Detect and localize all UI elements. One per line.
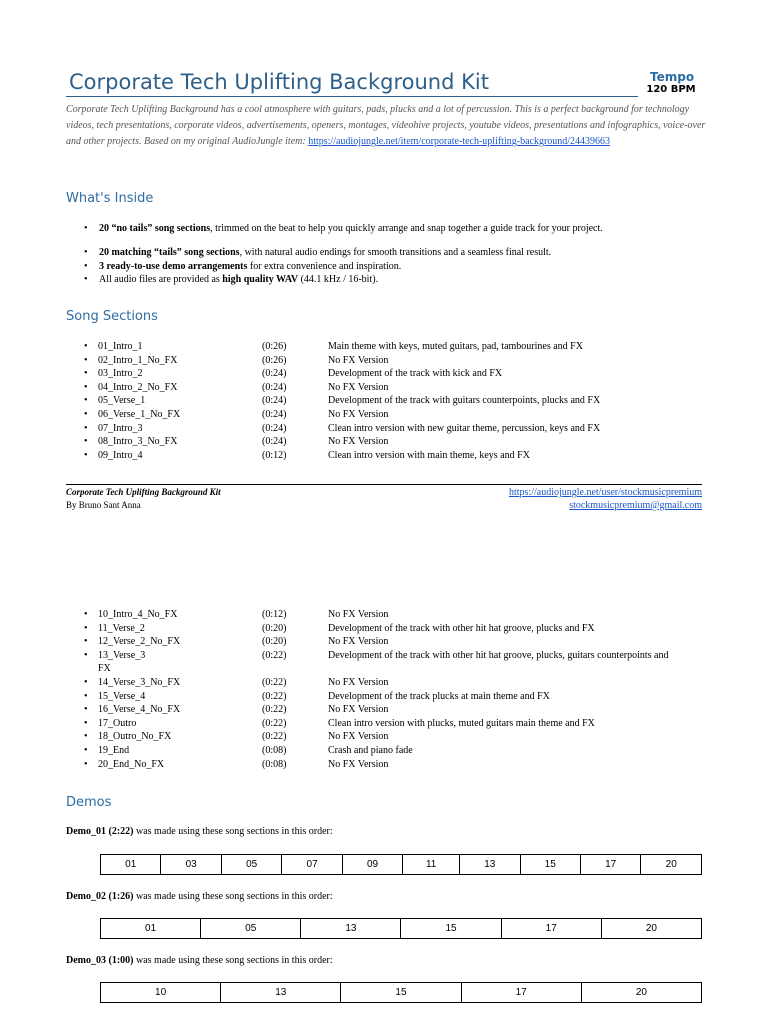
section-name: 17_Outro	[98, 717, 137, 729]
bullet-icon: •	[84, 354, 88, 366]
demo-sequence-table	[100, 982, 702, 1003]
bullet-icon: •	[84, 341, 88, 352]
item-link[interactable]: https://audiojungle.net/item/corporate-tech-uplifting-background/24439663	[308, 136, 611, 147]
sequence-cell: 15	[341, 983, 461, 1003]
section-description: Clean intro version with main theme, keys and FX	[328, 449, 530, 461]
song-sections-list-page1	[84, 341, 714, 466]
section-name: 02_Intro_1_No_FX	[98, 354, 178, 366]
section-name: 07_Intro_3	[98, 422, 143, 434]
section-duration: (0:22)	[262, 717, 287, 729]
demo-text: was made using these song sections in this order:	[133, 955, 333, 966]
footer-author: By Bruno Sant Anna	[66, 500, 141, 510]
bullet-icon: •	[84, 422, 88, 434]
bullet-icon: •	[84, 690, 88, 702]
sequence-cell: 01	[101, 855, 161, 875]
bullet-icon: •	[84, 436, 88, 448]
whats-inside-list	[84, 223, 714, 293]
section-name: 10_Intro_4_No_FX	[98, 609, 178, 620]
demo-description	[66, 891, 333, 902]
section-name: 20_End_No_FX	[98, 758, 165, 770]
section-name: 01_Intro_1	[98, 341, 143, 352]
section-duration: (0:24)	[262, 381, 287, 393]
section-duration: (0:22)	[262, 731, 287, 743]
section-description: No FX Version	[328, 704, 389, 716]
sequence-cell: 05	[221, 855, 281, 875]
bullet-icon: •	[84, 677, 88, 688]
section-duration: (0:24)	[262, 409, 287, 420]
section-description: Development of the track with guitars counterpoints, plucks and FX	[328, 395, 601, 407]
demo-label: Demo_03 (1:00)	[66, 955, 134, 966]
bullet-icon: •	[84, 409, 88, 420]
section-name: 13_Verse_3	[98, 649, 146, 661]
list-item-text	[99, 247, 551, 258]
section-description: No FX Version	[328, 636, 389, 648]
title-underline	[66, 96, 638, 97]
bullet-icon: •	[84, 223, 88, 234]
section-duration: (0:08)	[262, 758, 287, 770]
bullet-icon: •	[84, 395, 88, 407]
bullet-icon: •	[84, 704, 88, 716]
bullet-icon: •	[84, 449, 88, 461]
list-item-rest: (44.1 kHz / 16-bit).	[298, 274, 379, 285]
footer-email-link[interactable]: stockmusicpremium@gmail.com	[569, 500, 702, 511]
section-duration: (0:24)	[262, 368, 287, 380]
list-item-bold: 3 ready-to-use demo arrangements	[99, 261, 248, 272]
section-name: 04_Intro_2_No_FX	[98, 381, 178, 393]
table-row	[101, 919, 702, 939]
footer-title: Corporate Tech Uplifting Background Kit	[66, 487, 221, 497]
bullet-icon: •	[84, 745, 88, 756]
section-description: Main theme with keys, muted guitars, pad, tambourines and FX	[328, 341, 583, 352]
intro-text: Corporate Tech Uplifting Background has a cool atmosphere with guitars, pads, plucks and a lot of percussion. This is a perfect background for technology videos, tech presentations, corporate videos, advertisements, openers, montages, videohive projects, youtube videos, presentations and infographics, voice-over and other projects. Based on my original AudioJungle item:	[66, 104, 706, 147]
section-description: No FX Version	[328, 731, 389, 743]
demo-description	[66, 955, 333, 966]
section-name: 09_Intro_4	[98, 449, 143, 461]
bullet-icon: •	[84, 731, 88, 743]
list-item-rest: for extra convenience and inspiration.	[247, 261, 402, 272]
section-name: 11_Verse_2	[98, 622, 145, 634]
section-description: No FX Version	[328, 609, 389, 620]
list-item-text	[99, 261, 401, 272]
section-duration: (0:24)	[262, 422, 287, 434]
sequence-cell: 13	[460, 855, 520, 875]
bullet-icon: •	[84, 247, 88, 258]
list-item-rest: , with natural audio endings for smooth transitions and a seamless final result.	[239, 247, 552, 258]
footer-url-link[interactable]: https://audiojungle.net/user/stockmusicpremium	[508, 487, 702, 498]
list-item-text	[99, 223, 603, 234]
section-duration: (0:20)	[262, 622, 287, 634]
section-name: 12_Verse_2_No_FX	[98, 636, 181, 648]
section-name: 19_End	[98, 745, 130, 756]
section-description: No FX Version	[328, 436, 389, 448]
sequence-cell: 17	[501, 919, 601, 939]
demo-sequence-table	[100, 918, 702, 939]
section-duration: (0:12)	[262, 449, 287, 461]
list-item-bold: 20 “no tails” song sections	[99, 223, 211, 234]
section-duration: (0:20)	[262, 636, 287, 648]
section-duration: (0:22)	[262, 649, 287, 661]
sequence-cell: 10	[101, 983, 221, 1003]
section-duration: (0:26)	[262, 354, 287, 366]
sequence-cell: 01	[101, 919, 201, 939]
document-title: Corporate Tech Uplifting Background Kit	[69, 70, 489, 94]
section-description-continued: FX	[98, 663, 111, 675]
demos-heading: Demos	[66, 795, 112, 810]
list-item-text	[99, 274, 378, 285]
bullet-icon: •	[84, 717, 88, 729]
section-description: No FX Version	[328, 758, 389, 770]
bullet-icon: •	[84, 622, 88, 634]
section-description: Development of the track with other hit hat groove, plucks, guitars counterpoints and	[328, 649, 669, 661]
demo-text: was made using these song sections in this order:	[133, 891, 333, 902]
section-duration: (0:24)	[262, 395, 287, 407]
bullet-icon: •	[84, 274, 88, 285]
section-description: Clean intro version with new guitar theme, percussion, keys and FX	[328, 422, 601, 434]
section-duration: (0:26)	[262, 341, 287, 352]
sequence-cell: 09	[342, 855, 402, 875]
sequence-cell: 20	[581, 983, 701, 1003]
sequence-cell: 20	[601, 919, 701, 939]
section-duration: (0:24)	[262, 436, 287, 448]
bullet-icon: •	[84, 758, 88, 770]
section-name: 15_Verse_4	[98, 690, 146, 702]
bullet-icon: •	[84, 609, 88, 620]
section-duration: (0:22)	[262, 677, 287, 688]
sequence-cell: 17	[461, 983, 581, 1003]
section-duration: (0:22)	[262, 704, 287, 716]
song-sections-heading: Song Sections	[66, 309, 158, 324]
sequence-cell: 13	[221, 983, 341, 1003]
intro-paragraph	[66, 102, 706, 150]
bullet-icon: •	[84, 636, 88, 648]
bullet-icon: •	[84, 381, 88, 393]
list-item-bold: high quality WAV	[222, 274, 299, 285]
section-description: Clean intro version with plucks, muted guitars main theme and FX	[328, 717, 595, 729]
section-description: No FX Version	[328, 381, 389, 393]
footer-divider	[66, 484, 702, 485]
section-duration: (0:08)	[262, 745, 287, 756]
sequence-cell: 07	[282, 855, 342, 875]
bullet-icon: •	[84, 368, 88, 380]
sequence-cell: 17	[580, 855, 640, 875]
table-row	[101, 855, 702, 875]
section-name: 08_Intro_3_No_FX	[98, 436, 178, 448]
song-sections-list-page2	[84, 609, 714, 774]
demo-label: Demo_01 (2:22)	[66, 826, 134, 837]
section-description: Development of the track with other hit hat groove, plucks and FX	[328, 622, 595, 634]
sequence-cell: 13	[301, 919, 401, 939]
sequence-cell: 03	[161, 855, 221, 875]
sequence-cell: 05	[201, 919, 301, 939]
table-row	[101, 983, 702, 1003]
section-description: No FX Version	[328, 677, 389, 688]
demo-label: Demo_02 (1:26)	[66, 891, 134, 902]
demo-text: was made using these song sections in this order:	[133, 826, 333, 837]
section-name: 18_Outro_No_FX	[98, 731, 172, 743]
section-duration: (0:12)	[262, 609, 287, 620]
bullet-icon: •	[84, 261, 88, 272]
section-duration: (0:22)	[262, 690, 287, 702]
demo-sequence-table	[100, 854, 702, 875]
list-item-bold: 20 matching “tails” song sections	[99, 247, 240, 258]
demo-description	[66, 826, 333, 837]
whats-inside-heading: What's Inside	[66, 191, 154, 206]
section-name: 14_Verse_3_No_FX	[98, 677, 181, 688]
section-name: 16_Verse_4_No_FX	[98, 704, 181, 716]
section-description: No FX Version	[328, 409, 389, 420]
section-description: No FX Version	[328, 354, 389, 366]
section-description: Crash and piano fade	[328, 745, 413, 756]
list-item-prefix: All audio files are provided as	[99, 274, 223, 285]
sequence-cell: 15	[401, 919, 501, 939]
bullet-icon: •	[84, 649, 88, 661]
list-item-rest: , trimmed on the beat to help you quickly arrange and snap together a guide track for your project.	[210, 223, 603, 234]
sequence-cell: 11	[403, 855, 460, 875]
tempo-label: Tempo	[650, 70, 695, 84]
section-name: 03_Intro_2	[98, 368, 143, 380]
section-description: Development of the track plucks at main theme and FX	[328, 690, 550, 702]
tempo-value: 120 BPM	[646, 84, 696, 95]
section-name: 05_Verse_1	[98, 395, 146, 407]
section-name: 06_Verse_1_No_FX	[98, 409, 181, 420]
sequence-cell: 15	[520, 855, 580, 875]
sequence-cell: 20	[641, 855, 702, 875]
section-description: Development of the track with kick and FX	[328, 368, 503, 380]
